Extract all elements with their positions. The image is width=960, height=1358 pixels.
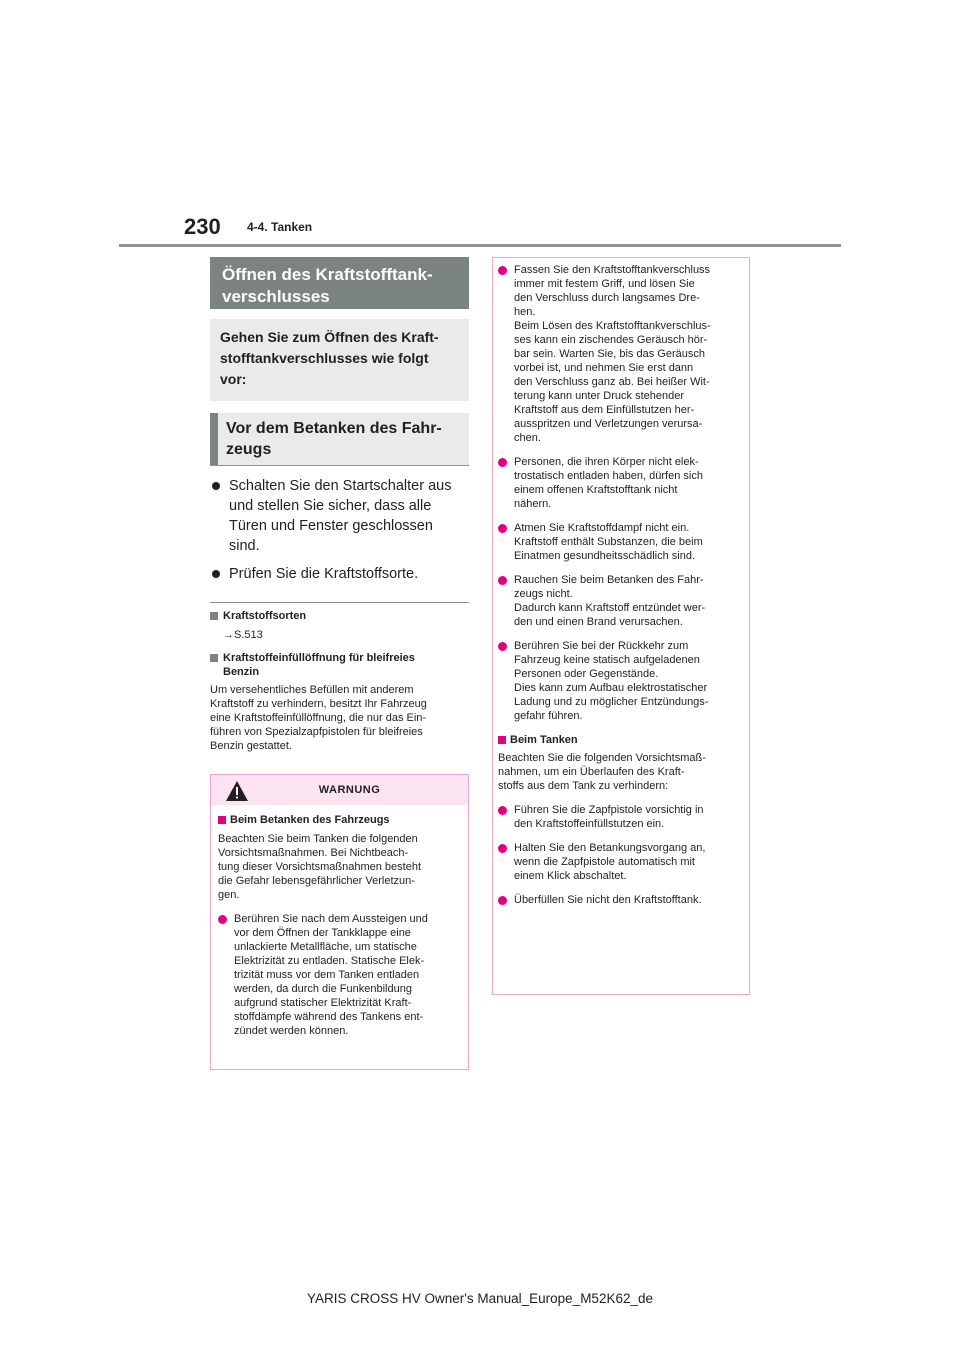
note-fuel-types-title: Kraftstoffsorten — [210, 609, 469, 623]
bullet-icon — [218, 915, 227, 924]
bullet-icon — [498, 266, 507, 275]
bullet-icon — [498, 806, 507, 815]
warning-item: Fassen Sie den Kraftstofftankverschluss immer mit festem Griff, und lösen Sie den Verschluss durch langsames Dre- hen. Beim Lösen des Kraftstofftankverschlus- ses kann ein zischendes Geräusch hör- bar sein. Warten Sie, bis das Geräusch vorbei ist, und nehmen Sie erst dann den Verschluss ganz ab. Bei heißer Wit- terung kann unter Druck stehender Kraftstoff aus dem Einfüllstutzen her- ausspritzen und Verletzungen verursa- chen. — [498, 263, 741, 445]
note-filler-text: Um versehentliches Befüllen mit anderem Kraftstoff zu verhindern, besitzt Ihr Fahrzeug eine Kraftstoffeinfüllöffnung, die nur das Ein- führen von Spezialzapfpistolen für bleifreies Benzin gestattet. — [210, 684, 427, 752]
page-reference-link[interactable]: →S.513 — [223, 629, 263, 641]
section-title: 4-4. Tanken — [247, 220, 313, 234]
bullet-icon — [498, 642, 507, 651]
square-bullet-icon — [210, 654, 218, 662]
left-column — [210, 257, 469, 753]
heading-line: zeugs — [226, 441, 272, 458]
list-line: Schalten Sie den Startschalter aus — [229, 478, 452, 494]
bullet-icon — [498, 458, 507, 467]
intro-line: vor: — [220, 371, 247, 387]
heading-line: Vor dem Betanken des Fahr- — [226, 420, 442, 437]
warning-box-continued — [492, 257, 750, 995]
note-filler-title: Kraftstoffeinfüllöffnung für bleifreies Benzin — [210, 651, 469, 679]
heading-before-refuel — [210, 413, 469, 466]
page-number: 230 — [184, 214, 221, 239]
bullet-list — [210, 476, 469, 584]
warning-label: WARNUNG — [318, 784, 381, 796]
header-rule — [119, 244, 841, 247]
heading-line: Öffnen des Kraftstofftank- — [222, 265, 433, 284]
warning-header — [211, 775, 468, 805]
warning-item: Atmen Sie Kraftstoffdampf nicht ein. Kraftstoff enthält Substanzen, die beim Einatmen gesundheitsschädlich sind. — [498, 521, 741, 563]
list-item — [210, 476, 469, 556]
intro-line: Gehen Sie zum Öffnen des Kraft- — [220, 329, 439, 345]
heading-accent-bar — [210, 413, 218, 465]
warning-item: Berühren Sie nach dem Aussteigen und vor dem Öffnen der Tankklappe eine unlackierte Metallfläche, um statische Elektrizität zu entladen. Statische Elek- trizität muss vor dem Tanken entladen werden, da durch die Funkenbildung aufgrund statischer Elektrizität Kraft- stoffdämpfe während des Tankens ent- zündet werden können. — [218, 912, 461, 1038]
list-item — [210, 564, 469, 584]
bullet-icon — [498, 576, 507, 585]
warning-item: Personen, die ihren Körper nicht elek- trostatisch entladen haben, dürfen sich einem offenen Kraftstofftank nicht nähern. — [498, 455, 741, 511]
warning-intro: Beachten Sie beim Tanken die folgenden Vorsichtsmaßnahmen. Bei Nichtbeach- tung dieser Vorsichtsmaßnahmen besteht die Gefahr lebensgefährlicher Verletzun- gen. — [218, 833, 422, 901]
list-line: Türen und Fenster geschlossen — [229, 518, 433, 534]
footer-manual-title: YARIS CROSS HV Owner's Manual_Europe_M52K62_de — [307, 1291, 653, 1306]
warning-item: Rauchen Sie beim Betanken des Fahr- zeugs nicht. Dadurch kann Kraftstoff entzündet wer- den und einen Brand verursachen. — [498, 573, 741, 629]
warning-title: Beim Betanken des Fahrzeugs — [218, 813, 461, 827]
intro-line: stofftankverschlusses wie folgt — [220, 350, 429, 366]
list-line: sind. — [229, 538, 260, 554]
warning-item: Überfüllen Sie nicht den Kraftstofftank. — [498, 893, 741, 907]
list-line: Prüfen Sie die Kraftstoffsorte. — [229, 566, 419, 582]
warning-box — [210, 774, 469, 1070]
warning-item: Führen Sie die Zapfpistole vorsichtig in den Kraftstoffeinfüllstutzen ein. — [498, 803, 741, 831]
warning-item: Halten Sie den Betankungsvorgang an, wenn die Zapfpistole automatisch mit einem Klick abschaltet. — [498, 841, 741, 883]
bullet-icon — [498, 896, 507, 905]
divider — [210, 602, 469, 603]
heading-line: verschlusses — [222, 287, 330, 306]
bullet-icon — [498, 844, 507, 853]
sub-section-intro: Beachten Sie die folgenden Vorsichtsmaß- nahmen, um ein Überlaufen des Kraft- stoffs aus dem Tank zu verhindern: — [498, 752, 706, 792]
bullet-icon — [212, 570, 220, 578]
warning-triangle-icon — [225, 780, 249, 802]
square-bullet-icon — [218, 816, 226, 824]
heading-open-fuel-cap — [210, 257, 469, 309]
bullet-icon — [498, 524, 507, 533]
warning-item: Berühren Sie bei der Rückkehr zum Fahrzeug keine statisch aufgeladenen Personen oder Gegenstände. Dies kann zum Aufbau elektrostatischer Ladung und zu möglicher Entzündungs- gefahr führen. — [498, 639, 741, 723]
list-line: und stellen Sie sicher, dass alle — [229, 498, 432, 514]
square-bullet-icon — [498, 736, 506, 744]
intro-box — [210, 319, 469, 401]
sub-section-title: Beim Tanken — [498, 733, 741, 747]
square-bullet-icon — [210, 612, 218, 620]
bullet-icon — [212, 482, 220, 490]
